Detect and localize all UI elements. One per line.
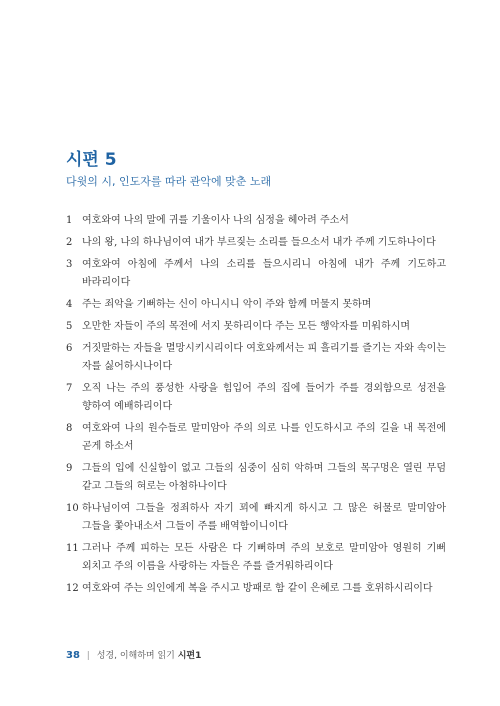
- verse-item: [66, 580, 446, 598]
- verse-item: [66, 256, 446, 292]
- verse-number: 2: [66, 237, 73, 248]
- verse-text: 여호와여 주는 의인에게 복을 주시고 방패로 함 같이 은혜로 그를 호위하시리이다: [82, 583, 433, 594]
- page-footer: [66, 649, 201, 663]
- verse-item: [66, 420, 446, 456]
- verse-text: 나의 왕, 나의 하나님이여 내가 부르짖는 소리를 들으소서 내가 주께 기도하나이다: [82, 237, 436, 248]
- verse-number: 10: [66, 503, 79, 514]
- verse-item: [66, 296, 446, 314]
- verse-item: [66, 234, 446, 252]
- verse-list: [66, 212, 446, 602]
- verse-text: 여호와여 나의 원수들로 말미암아 주의 의로 나를 인도하시고 주의 길을 내 목전에 곧게 하소서: [82, 423, 446, 452]
- verse-number: 4: [66, 299, 73, 310]
- book-part: 시편1: [177, 651, 202, 661]
- verse-item: [66, 340, 446, 376]
- verse-number: 11: [66, 543, 79, 554]
- verse-item: [66, 318, 446, 336]
- page-number: 38: [66, 650, 80, 661]
- verse-number: 5: [66, 321, 73, 332]
- psalm-subtitle: 다윗의 시, 인도자를 따라 관악에 맞춘 노래: [66, 175, 272, 188]
- book-title: 성경, 이해하며 읽기: [96, 651, 175, 661]
- verse-item: [66, 460, 446, 496]
- verse-number: 6: [66, 343, 73, 354]
- verse-number: 7: [66, 383, 73, 394]
- verse-text: 하나님이여 그들을 정죄하사 자기 꾀에 빠지게 하시고 그 많은 허물로 말미암아 그들을 쫓아내소서 그들이 주를 배역함이니이다: [82, 503, 446, 532]
- footer-separator: |: [86, 651, 90, 661]
- verse-text: 여호와여 나의 말에 귀를 기울이사 나의 심정을 헤아려 주소서: [82, 215, 349, 226]
- verse-number: 9: [66, 463, 73, 474]
- verse-number: 12: [66, 583, 79, 594]
- psalm-title: 시편 5: [66, 150, 117, 170]
- verse-item: [66, 540, 446, 576]
- verse-number: 3: [66, 259, 73, 270]
- verse-number: 1: [66, 215, 73, 226]
- verse-text: 그들의 입에 신실함이 없고 그들의 심중이 심히 악하며 그들의 목구멍은 열린 무덤 같고 그들의 혀로는 아첨하나이다: [82, 463, 446, 492]
- verse-item: [66, 500, 446, 536]
- verse-text: 여호와여 아침에 주께서 나의 소리를 들으시리니 아침에 내가 주께 기도하고 바라리이다: [82, 259, 446, 288]
- verse-text: 그러나 주께 피하는 모든 사람은 다 기뻐하며 주의 보호로 말미암아 영원히 기뻐 외치고 주의 이름을 사랑하는 자들은 주를 즐거워하리이다: [82, 543, 446, 572]
- verse-text: 오직 나는 주의 풍성한 사랑을 힘입어 주의 집에 들어가 주를 경외함으로 성전을 향하여 예배하리이다: [82, 383, 446, 412]
- verse-text: 오만한 자들이 주의 목전에 서지 못하리이다 주는 모든 행악자를 미워하시며: [82, 321, 411, 332]
- verse-item: [66, 380, 446, 416]
- verse-number: 8: [66, 423, 73, 434]
- verse-text: 주는 죄악을 기뻐하는 신이 아니시니 악이 주와 함께 머물지 못하며: [82, 299, 372, 310]
- verse-text: 거짓말하는 자들을 멸망시키시리이다 여호와께서는 피 흘리기를 즐기는 자와 속이는 자를 싫어하시나이다: [82, 343, 446, 372]
- verse-item: [66, 212, 446, 230]
